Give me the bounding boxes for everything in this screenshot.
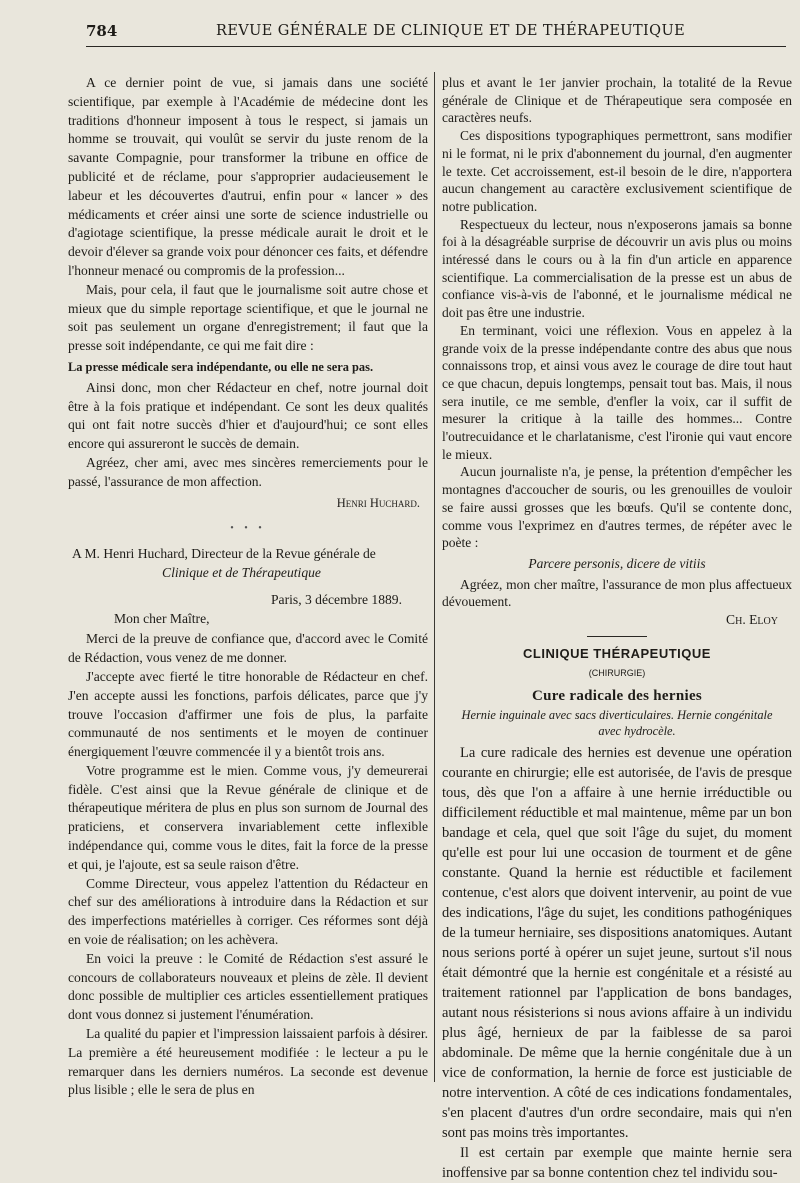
bold-statement: La presse médicale sera indépendante, ou elle ne sera pas. xyxy=(68,359,374,374)
signature-eloy: Ch. Eloy xyxy=(726,612,778,628)
paragraph: Agréez, mon cher maître, l'assurance de mon plus affectueux dévouement. xyxy=(442,576,792,610)
paragraph: J'accepte avec fierté le titre honorable de Rédacteur en chef. J'en accepte aussi les fonctions, parfois délicates, parce que j'y trouve l'occasion d'affirmer une fois de plus, la parfaite communauté de nos sentiments et le moyen de continuer énergiquement l'œuvre commencée il y a bientôt trois ans. xyxy=(68,668,428,760)
running-title: REVUE GÉNÉRALE DE CLINIQUE ET DE THÉRAPEUTIQUE xyxy=(216,23,686,39)
paragraph: Votre programme est le mien. Comme vous, j'y demeurerai fidèle. C'est ainsi que la Revue générale de clinique et de thérapeutique méritera de plus en plus son surnom de Journal des praticiens, et conservera invariablement cette inflexible indépendance qui, comme vous le dites, fait la force de la presse et qui, je l'ajoute, est sa seule raison d'être. xyxy=(68,762,428,872)
paragraph: Merci de la preuve de confiance que, d'accord avec le Comité de Rédaction, vous venez de me donner. xyxy=(68,631,428,666)
paragraph: plus et avant le 1er janvier prochain, la totalité de la Revue générale de Clinique et de Thérapeutique sera composée en caractères neufs. xyxy=(442,75,792,126)
page-header xyxy=(86,20,786,47)
article-title: Cure radicale des hernies xyxy=(531,688,703,705)
section-heading: CLINIQUE THÉRAPEUTIQUE xyxy=(523,645,711,661)
address-line-2: Clinique et de Thérapeutique xyxy=(162,564,321,580)
page-number: 784 xyxy=(86,22,118,40)
letter-continuation xyxy=(442,74,792,630)
left-column xyxy=(68,74,428,1100)
paragraph: Ainsi donc, mon cher Rédacteur en chef, notre journal doit être à la fois pratique et indépendant. Ce sont les deux qualités qui ont fait notre succès d'hier et d'aujourd'hui; ce sont elles encore qui assureront le succès de demain. xyxy=(68,379,428,452)
paragraph: Respectueux du lecteur, nous n'exposerons jamais sa bonne foi à la désagréable surprise de découvrir un avis plus ou moins intéressé dans le cours ou à la fin d'un article en apparence scientifique. La commercialisation de la presse est un abus de confiance vis-à-vis de l'abonné, et le journalisme médical ne doit pas être une industrie. xyxy=(442,216,792,321)
paragraph: La qualité du papier et l'impression laissaient parfois à désirer. La première a été heureusement modifiée : le lecteur a pu le remarquer dans les derniers numéros. La seconde est devenue plus lisible ; elle le sera de plus en xyxy=(68,1026,428,1098)
paragraph: Comme Directeur, vous appelez l'attention du Rédacteur en chef sur des améliorations à introduire dans la Rédaction et sur des imperfections matérielles à corriger. Ces réformes sont déjà en voie de réalisation; on les achèvera. xyxy=(68,875,428,948)
paragraph: A ce dernier point de vue, si jamais dans une société scientifique, par exemple à l'Académie de médecine dont les traditions d'honneur imposent à tous le respect, si jamais un homme se trouvait, qui voulût se servir du juste renom de la savante Compagnie, pour transformer la tribune en office de publicité et de réclame, pour s'approprier audacieusement le labeur et les découvertes d'autrui, enfin pour « lancer » des médicaments et créer ainsi une sorte de science industrielle ou d'agiotage scientifique, la presse médicale aurait le droit et le devoir d'élever sa grande voix pour dénoncer ces faits, et défendre l'honneur menacé ou compromis de la profession... xyxy=(68,75,428,278)
paragraph: En voici la preuve : le Comité de Rédaction s'est assuré le concours de collaborateurs nouveaux et pleins de zèle. Il devient donc possible de multiplier ces articles essentiellement pratiques dont vous donnez si justement l'énumération. xyxy=(68,950,428,1023)
article-subtitle-line: Hernie inguinale avec sacs diverticulaires. Hernie congénitale xyxy=(461,708,773,723)
paragraph: En terminant, voici une réflexion. Vous en appelez à la grande voix de la presse indépendante contre des abus que nous connaissons trop, et ainsi vous avez le courage de dire tout haut ce que chacun, depuis longtemps, pensait tout bas. Mais, il nous sera inutile, ce me semble, d'enfler la voix, car il suffit de mesurer la critique à la taille des hommes... Contre l'outrecuidance et le charlatanisme, c'est l'ironie qui vaut encore le mieux. xyxy=(442,322,792,462)
section-rule xyxy=(587,636,647,637)
latin-verse: Parcere personis, dicere de vitiis xyxy=(528,555,706,571)
separator-ornament: • • • xyxy=(230,523,266,535)
salutation: Mon cher Maître, xyxy=(114,610,210,626)
place-date: Paris, 3 décembre 1889. xyxy=(271,591,402,607)
letter-address xyxy=(68,545,428,583)
paragraph: Il est certain par exemple que mainte hernie sera inoffensive par sa bonne contention chez tel individu sou- xyxy=(442,1145,792,1182)
section-subheading: (CHIRURGIE) xyxy=(588,667,646,678)
paragraph: Ces dispositions typographiques permettront, sans modifier ni le format, ni le prix d'abonnement du journal, d'en augmenter le texte. Cet accroissement, est-il besoin de le dire, n'apportera aucun changement au caractère exclusivement scientifique de notre publication. xyxy=(442,128,792,214)
paragraph: La cure radicale des hernies est devenue une opération courante en chirurgie; elle est autorisée, de l'avis de presque tous, dès que l'on a affaire à une hernie irréductible ou difficilement réductible et mal maintenue, même par un bon bandage et cela, quel que soit l'âge du sujet, du moment qu'elle est pour lui une occasion de tourment et de gêne constante. Quand la hernie est réductible et facilement contenue, c'est alors que doivent intervenir, au point de vue des indications, l'âge du sujet, les conditions pathogéniques de la tumeur herniaire, ses dispositions anatomiques. Autant nous serions porté à opérer un sujet jeune, surtout s'il nous était démontré que la hernie est congénitale et a résisté au traitement rationnel par l'application de bons bandages, autant nous résisterions si nous avions affaire à un individu plus âgé, hernieux de par la faiblesse de sa paroi abdominale. De même que la hernie congénitale due à un vice de conformation, la hernie de force est justiciable de notre intervention. A côté de ces indications fondamentales, s'en placent d'autres d'un ordre secondaire, mais qui n'en sont pas moins très importantes. xyxy=(442,745,792,1142)
paragraph: Agréez, cher ami, avec mes sincères remerciements pour le passé, l'assurance de mon affection. xyxy=(68,454,428,489)
article-body xyxy=(442,743,792,1183)
signature-huchard: Henri Huchard. xyxy=(336,495,420,510)
paragraph: Aucun journaliste n'a, je pense, la prétention d'empêcher les montagnes d'accoucher de souris, ou les grenouilles de vouloir se faire aussi grosses que les bœufs. Qu'il se contente donc, comme vous l'exprimez en d'autres termes, de répéter avec le poète : xyxy=(442,464,792,551)
address-line: A M. Henri Huchard, Directeur de la Revue générale de xyxy=(72,546,376,562)
column-divider xyxy=(434,72,435,1082)
article-subtitle xyxy=(442,707,792,739)
right-column xyxy=(442,74,792,1183)
article-subtitle-line: avec hydrocèle. xyxy=(598,724,676,739)
signature-row xyxy=(442,611,792,630)
paragraph: Mais, pour cela, il faut que le journalisme soit autre chose et mieux que du simple reportage scientifique, et que le journal ne soit pas seulement un organe d'enregistrement; il faut que la presse soit indépendante, ce qui me fait dire : xyxy=(68,281,428,354)
